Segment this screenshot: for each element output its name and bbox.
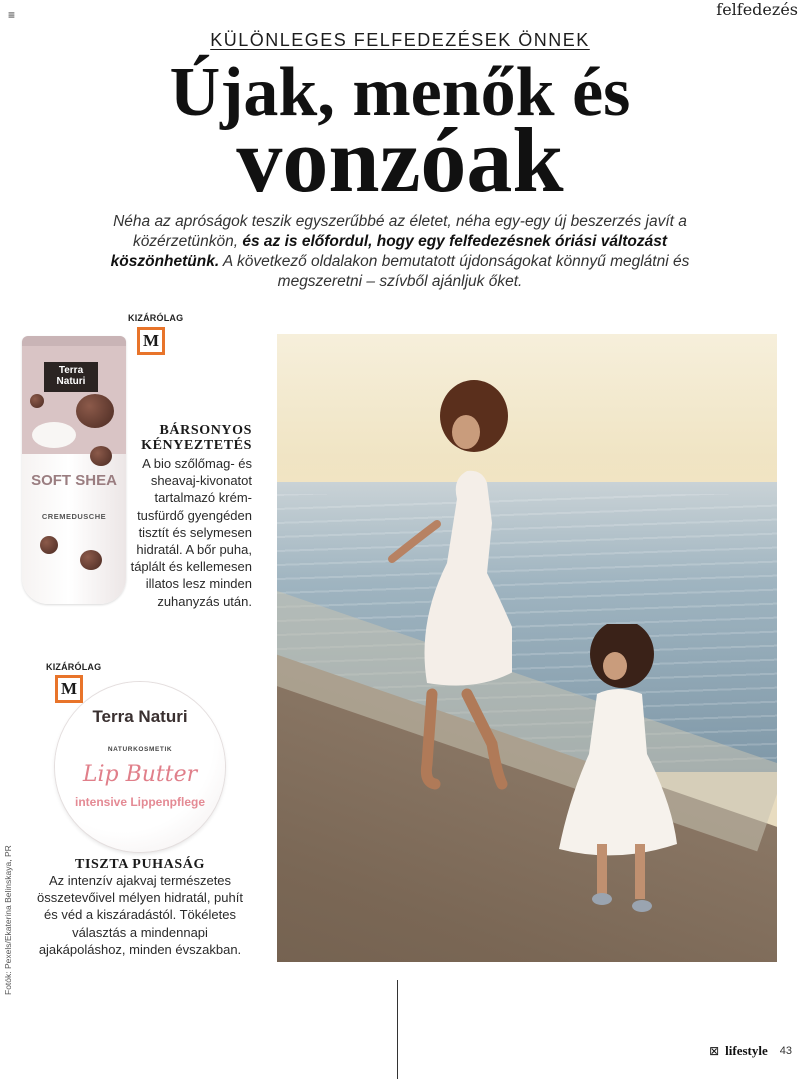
package-product-type: CREMEDUSCHE: [41, 512, 107, 521]
page-title-line1: Újak, menők és: [169, 54, 631, 131]
shea-nut-graphic: [40, 536, 58, 554]
product1-description: A bio szőlőmag- és sheavaj-kivonatot tartalmazó krém-tusfürdő gyengéden tisztít és selymesen hidratál. A bőr puha, táplált és kellemesen illatos lesz minden zuhanyzás után.: [130, 456, 252, 609]
jar-product-name: Lip Butter: [82, 762, 198, 787]
brand-logo: Terra Naturi: [44, 362, 98, 392]
product2-description: Az intenzív ajakvaj természetes összetevőivel mélyen hidratál, puhít és véd a kiszáradástól. Tökéletes választás a mindennapi ajakápoláshoz, minden évszakban.: [37, 873, 243, 957]
section-label: felfedezés: [716, 0, 798, 19]
product2-heading: TISZTA PUHASÁG: [75, 857, 205, 872]
jar-brand: Terra Naturi: [92, 707, 188, 726]
footer: [709, 1043, 792, 1059]
product1-heading-line1: BÁRSONYOS: [159, 423, 252, 438]
shea-nut-graphic: [30, 394, 44, 408]
shea-nut-graphic: [90, 446, 112, 466]
magazine-logo-icon: ⊠: [709, 1044, 720, 1058]
product1-heading: [140, 423, 252, 453]
shea-nut-graphic: [76, 394, 114, 428]
menu-icon[interactable]: ≡: [8, 8, 16, 22]
lead-paragraph: [100, 212, 700, 292]
jar-brand-sub: NATURKOSMETIK: [107, 746, 173, 753]
jar-product-desc: intensive Lippenpflege: [74, 795, 206, 809]
lead-text-2: A következő oldalakon bemutatott újdonságokat könnyű meglátni és megszeretni – szívből ajánljuk őket.: [219, 253, 690, 290]
lip-butter-product-image: [55, 682, 225, 852]
shea-nut-graphic: [80, 550, 102, 570]
kicker: KÜLÖNLEGES FELFEDEZÉSEK ÖNNEK: [210, 30, 590, 50]
exclusive-label-2: KIZÁRÓLAG: [46, 662, 102, 672]
store-logo-icon-1: M: [137, 327, 165, 355]
running-child-figure: [557, 624, 697, 944]
page-title-line2: vonzóak: [236, 109, 564, 211]
column-divider: [397, 980, 398, 1079]
store-logo-icon-2: M: [55, 675, 83, 703]
lead-text-1: Néha az apróságok teszik egyszerűbbé az életet, néha egy-egy új beszerzés javít a közérzetünkön,: [113, 213, 687, 250]
exclusive-label-1: KIZÁRÓLAG: [128, 313, 184, 323]
product1-heading-line2: KÉNYEZTETÉS: [141, 438, 252, 453]
package-product-name: SOFT SHEA: [31, 472, 117, 489]
beach-photo: [277, 334, 777, 962]
lead-text-bold: és az is előfordul, hogy egy felfedezésnek óriási változást köszönhetünk.: [110, 233, 668, 270]
photo-credit: Fotók: Pexels/Ekaterina Belinskaya, PR: [3, 845, 13, 995]
running-woman-figure: [362, 374, 512, 794]
tube-cap: [22, 336, 126, 346]
shower-cream-product-image: [22, 336, 126, 604]
footer-brand: lifestyle: [725, 1043, 768, 1058]
page-number: 43: [779, 1045, 792, 1057]
cream-swirl-graphic: [32, 422, 76, 448]
